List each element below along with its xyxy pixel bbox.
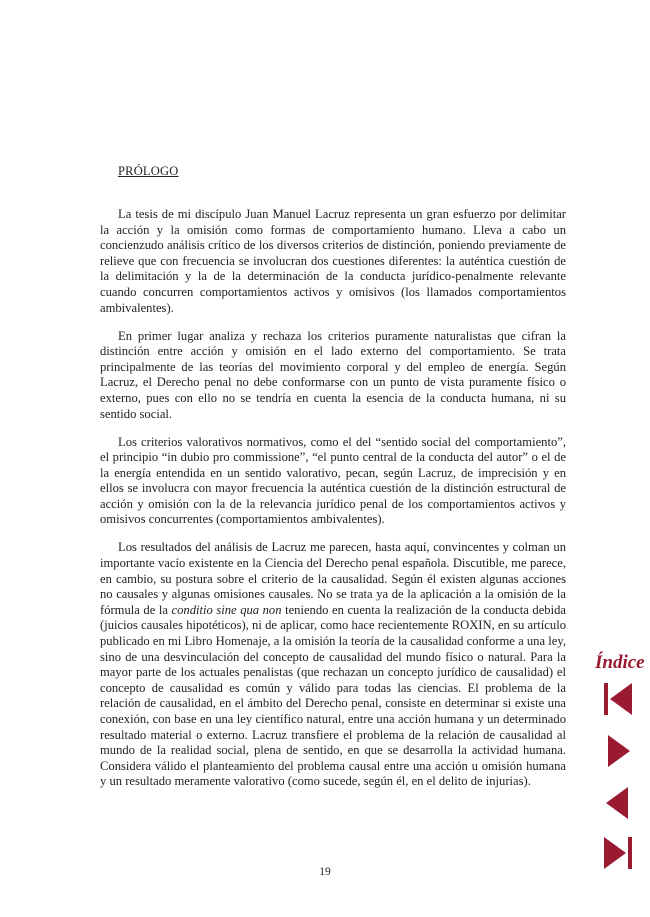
paragraph-text: En primer lugar analiza y rechaza los criterios puramente naturalistas que cifran la distinción entre acción y omisión en el lado externo del comportamiento. Se trata principalmente de las teorías del movimiento corporal y del empleo de energía. Según Lacruz, el Derecho penal no debe conformarse con un punto de vista puramente físico o externo, pues con ello no se tendría en cuenta la esencia de la conducta humana, ni su sentido social. [100,328,566,421]
body-paragraph [100,329,566,423]
body-paragraph [100,540,566,790]
index-link[interactable]: Índice [595,652,645,673]
previous-page-button[interactable] [592,781,636,825]
page-title: PRÓLOGO [118,164,179,178]
skip-forward-icon [592,831,636,875]
paragraph-text: La tesis de mi discípulo Juan Manuel Lacruz representa un gran esfuerzo por delimitar la acción y la omisión como formas de comportamiento humano. Lleva a cabo un concienzudo análisis crítico de los diversos criterios de distinción, poniendo previamente de relieve que con frecuencia se involucran dos cuestiones diferentes: la auténtica cuestión de la delimitación y la de la determinación de la conducta jurídico-penalmente relevante cuando concurren comportamientos activos y omisivos (los llamados comportamientos ambivalentes). [100,207,566,315]
paragraph-text: Los resultados del análisis de Lacruz me parecen, hasta aquí, convincentes y colman un importante vacío existente en la Ciencia del Derecho penal española. Discutible, me parece, en cambio, su postura sobre el criterio de la causalidad. Según él existen algunas acciones no causales y algunas omisiones causales. No se trata ya de la aplicación a la omisión de la fórmula de la [100,540,566,617]
document-body [100,207,566,802]
paragraph-text: Los criterios valorativos normativos, como el del “sentido social del comportamiento”, el principio “in dubio pro commissione”, “el punto central de la conducta del autor” o el de la energía entendida en un sentido valorativo, pecan, según Lacruz, de imprecisión y en ellos se involucra con mayor frecuencia la auténtica cuestión de la distinción estructural de acción y omisión con la de la relevancia jurídico penal de los comportamientos activos y omisivos concurrentes (comportamientos ambivalentes). [100,434,566,527]
next-page-button[interactable] [592,729,636,773]
skip-back-icon [592,677,636,721]
page-number: 19 [319,866,331,878]
italic-text: conditio sine qua non [171,602,282,617]
body-paragraph [100,207,566,316]
play-left-icon [592,781,636,825]
first-page-button[interactable] [592,677,636,721]
body-paragraph [100,435,566,529]
navigation-panel [592,652,650,674]
paragraph-text: teniendo en cuenta la realización de la conducta debida (juicios causales hipotéticos), ni de aplicar, como hace recientemente ROXIN, en su artículo publicado en mi Libro Homenaje, a la omisión la teoría de la causalidad conforme a una ley, sino de una desvinculación del concepto de causalidad del mundo físico o natural. Para la mayor parte de los actuales penalistas (que rechazan un concepto jurídico de causalidad) el concepto de causalidad es común y válido para todas las ciencias. El problema de la relación de causalidad, en el ámbito del Derecho penal, consiste en determinar si existe una conexión, con base en una ley científico natural, entre una acción humana y un determinado resultado material o externo. Lacruz transfiere el problema de la relación de causalidad al mundo de la realidad social, plena de sentido, en que se desarrolla la actividad humana. Considera válido el planteamiento del problema causal entre una acción u omisión humana y un resultado meramente valorativo (como sucede, según él, en el delito de injurias). [100,602,566,789]
last-page-button[interactable] [592,831,636,875]
play-right-icon [592,729,636,773]
